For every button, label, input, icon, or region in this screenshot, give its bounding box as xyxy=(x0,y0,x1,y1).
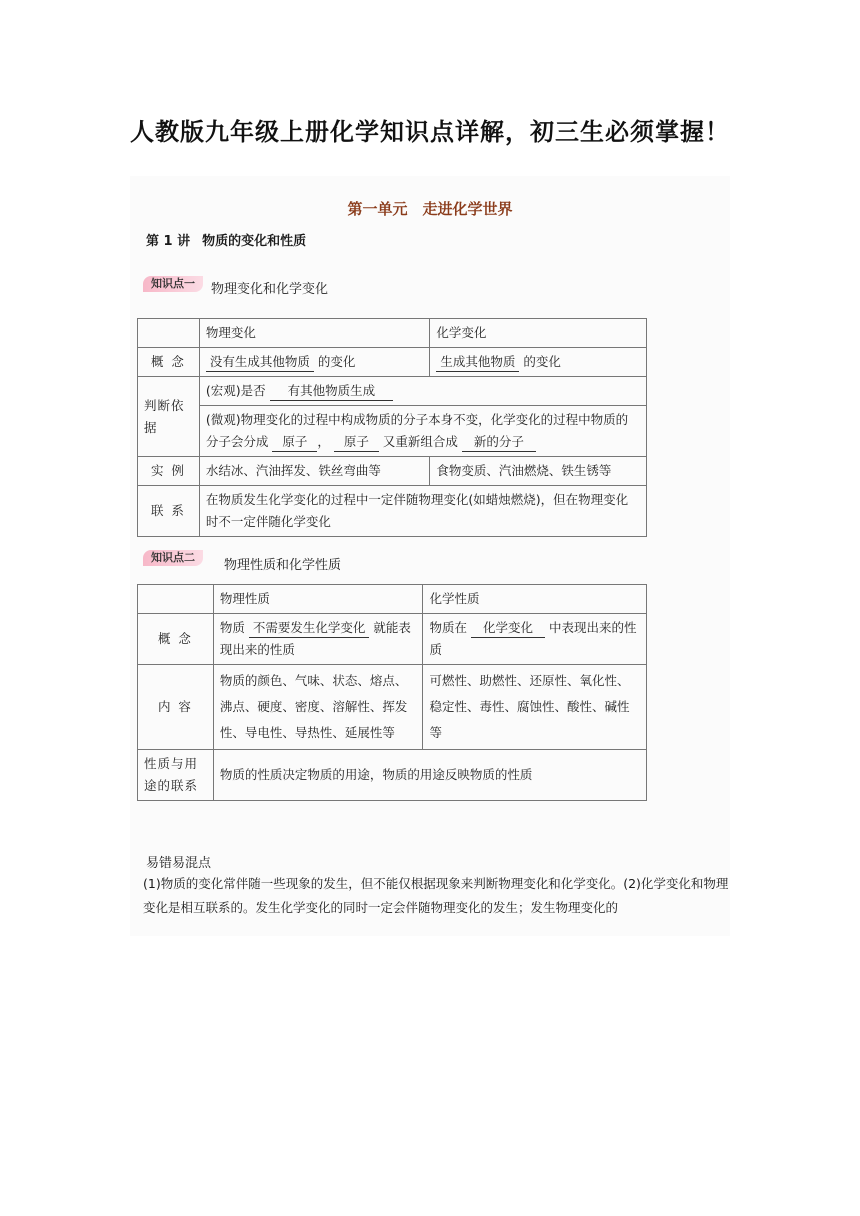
concept-chemical xyxy=(430,348,647,377)
fill-blank: 有其他物质生成 xyxy=(270,382,394,401)
notes-body: (1)物质的变化常伴随一些现象的发生，但不能仅根据现象来判断物理变化和化学变化。(2)化学变化和物理变化是相互联系的。发生化学变化的同时一定会伴随物理变化的发生；发生物理变化的 xyxy=(143,876,729,915)
row-label-basis: 判断依据 xyxy=(138,377,200,457)
row-label-relation: 性质与用途的联系 xyxy=(138,750,214,801)
knowledge-point-badge-1: 知识点一 xyxy=(143,276,203,292)
table-physical-vs-chemical-property xyxy=(137,584,647,801)
fill-blank: 原子 xyxy=(334,433,379,452)
lesson-title: 物质的变化和性质 xyxy=(202,234,307,249)
micro-middle: 又重新组合成 xyxy=(382,434,458,449)
fill-blank: 不需要发生化学变化 xyxy=(249,619,370,638)
fill-blank: 原子 xyxy=(272,433,317,452)
fill-blank: 化学变化 xyxy=(471,619,545,638)
concept-physical xyxy=(199,348,430,377)
example-physical: 水结冰、汽油挥发、铁丝弯曲等 xyxy=(199,457,430,486)
table-row xyxy=(138,348,647,377)
concept-prefix: 物质 xyxy=(219,620,245,635)
column-header-physical-property: 物理性质 xyxy=(213,585,423,614)
basis-macro xyxy=(199,377,646,406)
concept-suffix: 的变化 xyxy=(523,354,561,369)
row-label-concept: 概 念 xyxy=(138,614,214,665)
concept-chemical-property xyxy=(423,614,647,665)
micro-text: (微观)物理变化的过程中构成物质的分子本身不变，化学变化的过程中物质的分子会分成 xyxy=(205,412,629,449)
table-row xyxy=(138,486,647,537)
micro-separator: ， xyxy=(317,434,330,449)
fill-blank: 新的分子 xyxy=(462,433,536,452)
row-label-content: 内 容 xyxy=(138,665,214,750)
table-row xyxy=(138,377,647,406)
relation-text: 物质的性质决定物质的用途，物质的用途反映物质的性质 xyxy=(213,750,646,801)
knowledge-point-badge-2: 知识点二 xyxy=(143,550,203,566)
knowledge-point-title-1: 物理变化和化学变化 xyxy=(211,282,329,297)
basis-micro xyxy=(199,406,646,457)
knowledge-point-title-2: 物理性质和化学性质 xyxy=(224,558,342,573)
table-row xyxy=(138,750,647,801)
concept-suffix: 就能表现出来的性质 xyxy=(219,620,411,657)
concept-prefix: 物质在 xyxy=(429,620,467,635)
fill-blank: 没有生成其他物质 xyxy=(206,353,314,372)
concept-suffix: 中表现出来的性质 xyxy=(429,620,637,657)
notes-heading: 易错易混点 xyxy=(146,856,212,871)
table-row xyxy=(138,585,647,614)
column-header-physical-change: 物理变化 xyxy=(199,319,430,348)
row-label-example: 实 例 xyxy=(138,457,200,486)
content-physical-property: 物质的颜色、气味、状态、熔点、沸点、硬度、密度、溶解性、挥发性、导电性、导热性、延展性等 xyxy=(213,665,423,750)
lesson-heading xyxy=(146,230,318,249)
table-row xyxy=(138,614,647,665)
table-cell xyxy=(138,585,214,614)
page-title: 人教版九年级上册化学知识点详解，初三生必须掌握！ xyxy=(130,118,730,146)
macro-prefix: (宏观)是否 xyxy=(205,383,266,398)
row-label-link: 联 系 xyxy=(138,486,200,537)
table-cell xyxy=(138,319,200,348)
concept-physical-property xyxy=(213,614,423,665)
concept-suffix: 的变化 xyxy=(317,354,356,369)
fill-blank: 生成其他物质 xyxy=(436,353,519,372)
unit-title: 第一单元 走进化学世界 xyxy=(347,200,513,218)
table-row xyxy=(138,457,647,486)
table-row xyxy=(138,665,647,750)
table-row xyxy=(138,319,647,348)
column-header-chemical-property: 化学性质 xyxy=(423,585,647,614)
lesson-number: 第 1 讲 xyxy=(146,234,191,249)
link-text: 在物质发生化学变化的过程中一定伴随物理变化(如蜡烛燃烧)，但在物理变化时不一定伴随化学变化 xyxy=(199,486,646,537)
content-chemical-property: 可燃性、助燃性、还原性、氧化性、稳定性、毒性、腐蚀性、酸性、碱性等 xyxy=(423,665,647,750)
table-physical-vs-chemical-change xyxy=(137,318,647,537)
column-header-chemical-change: 化学变化 xyxy=(430,319,647,348)
example-chemical: 食物变质、汽油燃烧、铁生锈等 xyxy=(430,457,647,486)
row-label-concept: 概 念 xyxy=(138,348,200,377)
table-row xyxy=(138,406,647,457)
